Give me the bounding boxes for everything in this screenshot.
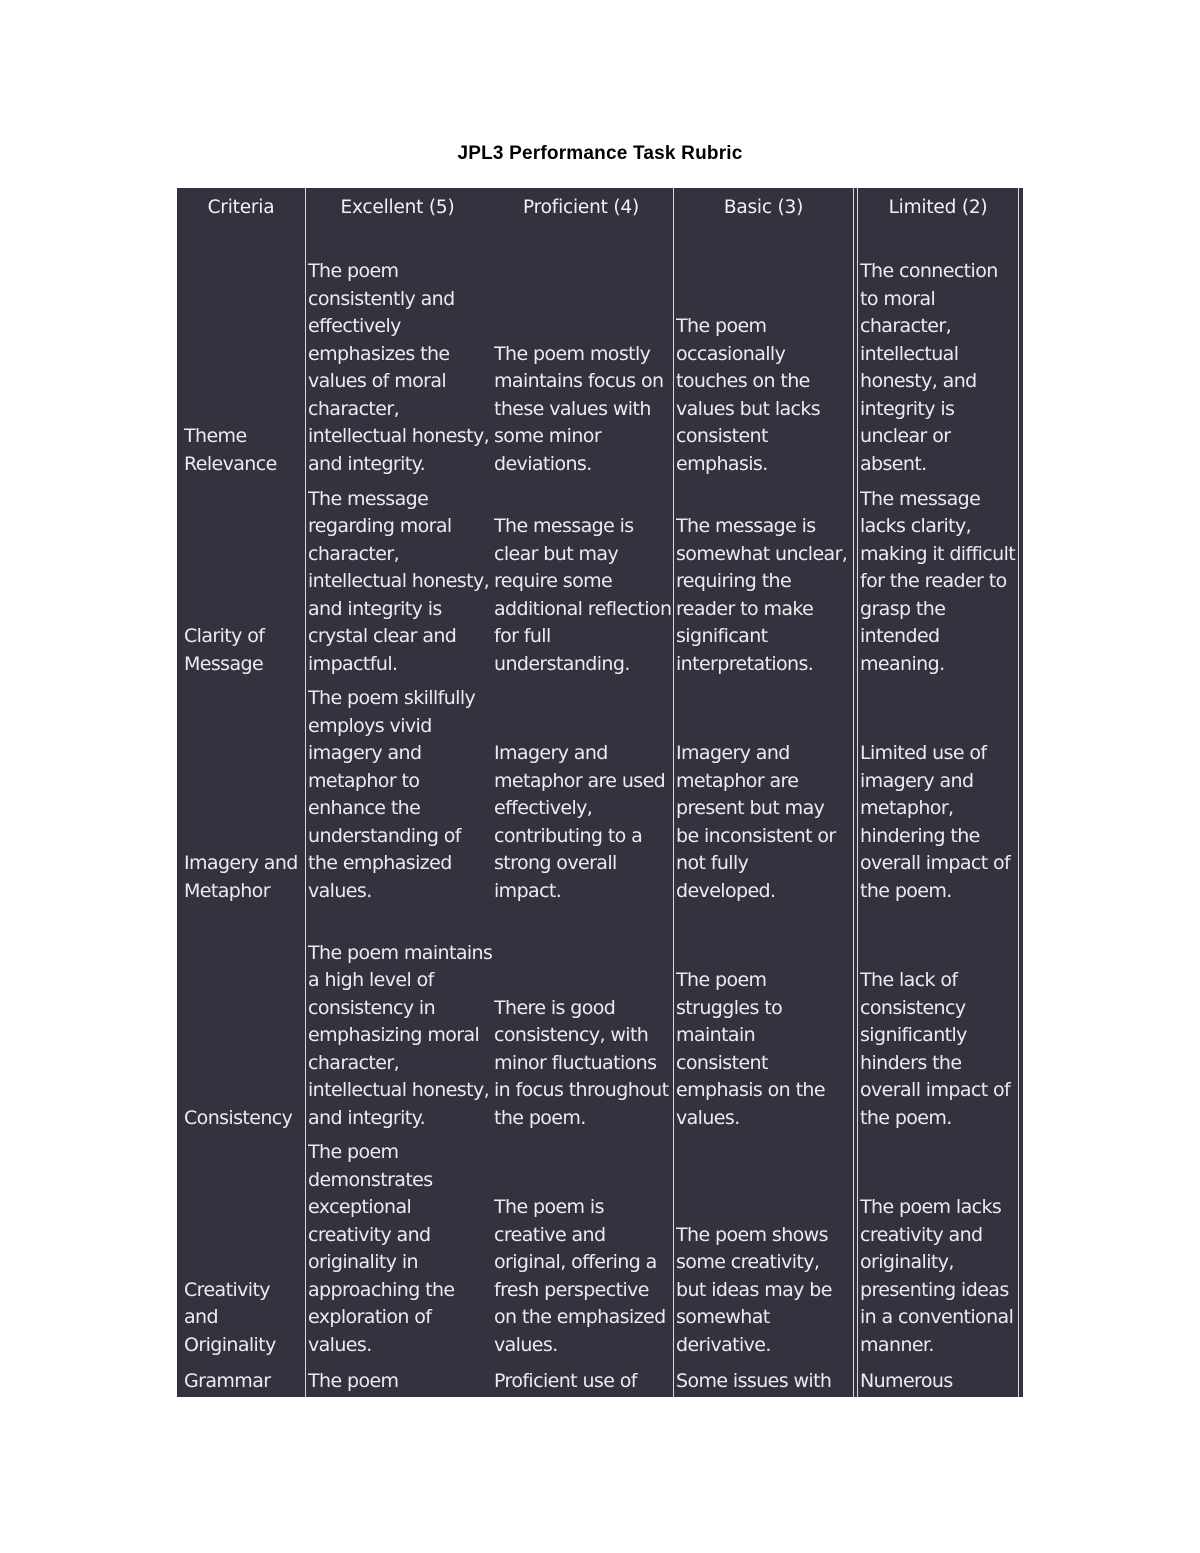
limited-cell: Numerous xyxy=(860,1369,953,1392)
criteria-cell: Creativity and Originality xyxy=(184,1278,276,1356)
column-header-basic: Basic (3) xyxy=(723,197,804,218)
excellent-cell: The poem xyxy=(308,1369,399,1392)
page-title: JPL3 Performance Task Rubric xyxy=(457,143,743,164)
column-header-excellent: Excellent (5) xyxy=(340,197,455,218)
limited-cell: Limited use of imagery and metaphor, hindering the overall impact of the poem. xyxy=(860,742,1011,902)
table-row xyxy=(177,1138,1023,1359)
criteria-cell: Grammar xyxy=(184,1369,271,1392)
criteria-cell: Clarity of Message xyxy=(184,625,265,675)
limited-cell: The connection to moral character, intellectual honesty, and integrity is unclear or absent. xyxy=(860,260,998,475)
table-row xyxy=(177,684,1023,905)
rubric-table xyxy=(177,188,1023,1397)
proficient-cell: The message is clear but may require some additional reflection for full understanding. xyxy=(494,515,672,675)
basic-cell: The poem shows some creativity, but ideas may be somewhat derivative. xyxy=(676,1223,832,1356)
basic-cell: Some issues with xyxy=(676,1369,832,1392)
limited-cell: The message lacks clarity, making it difficult for the reader to grasp the intended meaning. xyxy=(860,487,1016,675)
criteria-cell: Consistency xyxy=(184,1106,293,1129)
proficient-cell: Proficient use of xyxy=(494,1369,637,1392)
column-header-proficient: Proficient (4) xyxy=(523,197,639,218)
criteria-cell: Imagery and Metaphor xyxy=(184,852,298,902)
excellent-cell: The poem maintains a high level of consistency in emphasizing moral character, intellectual honesty, and integrity. xyxy=(308,941,493,1129)
header-row xyxy=(177,194,1023,222)
basic-cell: The poem struggles to maintain consistent emphasis on the values. xyxy=(676,969,825,1129)
basic-cell: The message is somewhat unclear, requiring the reader to make significant interpretations. xyxy=(676,515,848,675)
excellent-cell: The message regarding moral character, intellectual honesty, and integrity is crystal clear and impactful. xyxy=(308,487,490,675)
excellent-cell: The poem demonstrates exceptional creativity and originality in approaching the exploration of values. xyxy=(308,1141,455,1356)
limited-cell: The poem lacks creativity and originality, presenting ideas in a conventional manner. xyxy=(860,1196,1014,1356)
column-header-criteria: Criteria xyxy=(207,197,275,218)
excellent-cell: The poem consistently and effectively emphasizes the values of moral character, intellectual honesty, and integrity. xyxy=(308,260,490,475)
criteria-cell: Theme Relevance xyxy=(184,425,277,475)
table-row xyxy=(177,911,1023,1132)
proficient-cell: The poem mostly maintains focus on these values with some minor deviations. xyxy=(494,342,664,475)
proficient-cell: The poem is creative and original, offering a fresh perspective on the emphasized values. xyxy=(494,1196,666,1356)
table-row xyxy=(177,1365,1023,1395)
excellent-cell: The poem skillfully employs vivid imagery and metaphor to enhance the understanding of the emphasized values. xyxy=(308,687,476,902)
table-row xyxy=(177,484,1023,678)
basic-cell: Imagery and metaphor are present but may be inconsistent or not fully developed. xyxy=(676,742,836,902)
proficient-cell: There is good consistency, with minor fluctuations in focus throughout the poem. xyxy=(494,996,669,1129)
column-header-limited: Limited (2) xyxy=(888,197,988,218)
proficient-cell: Imagery and metaphor are used effectively, contributing to a strong overall impact. xyxy=(494,742,666,902)
table-row xyxy=(177,230,1023,478)
limited-cell: The lack of consistency significantly hinders the overall impact of the poem. xyxy=(860,969,1011,1129)
basic-cell: The poem occasionally touches on the values but lacks consistent emphasis. xyxy=(676,315,821,475)
